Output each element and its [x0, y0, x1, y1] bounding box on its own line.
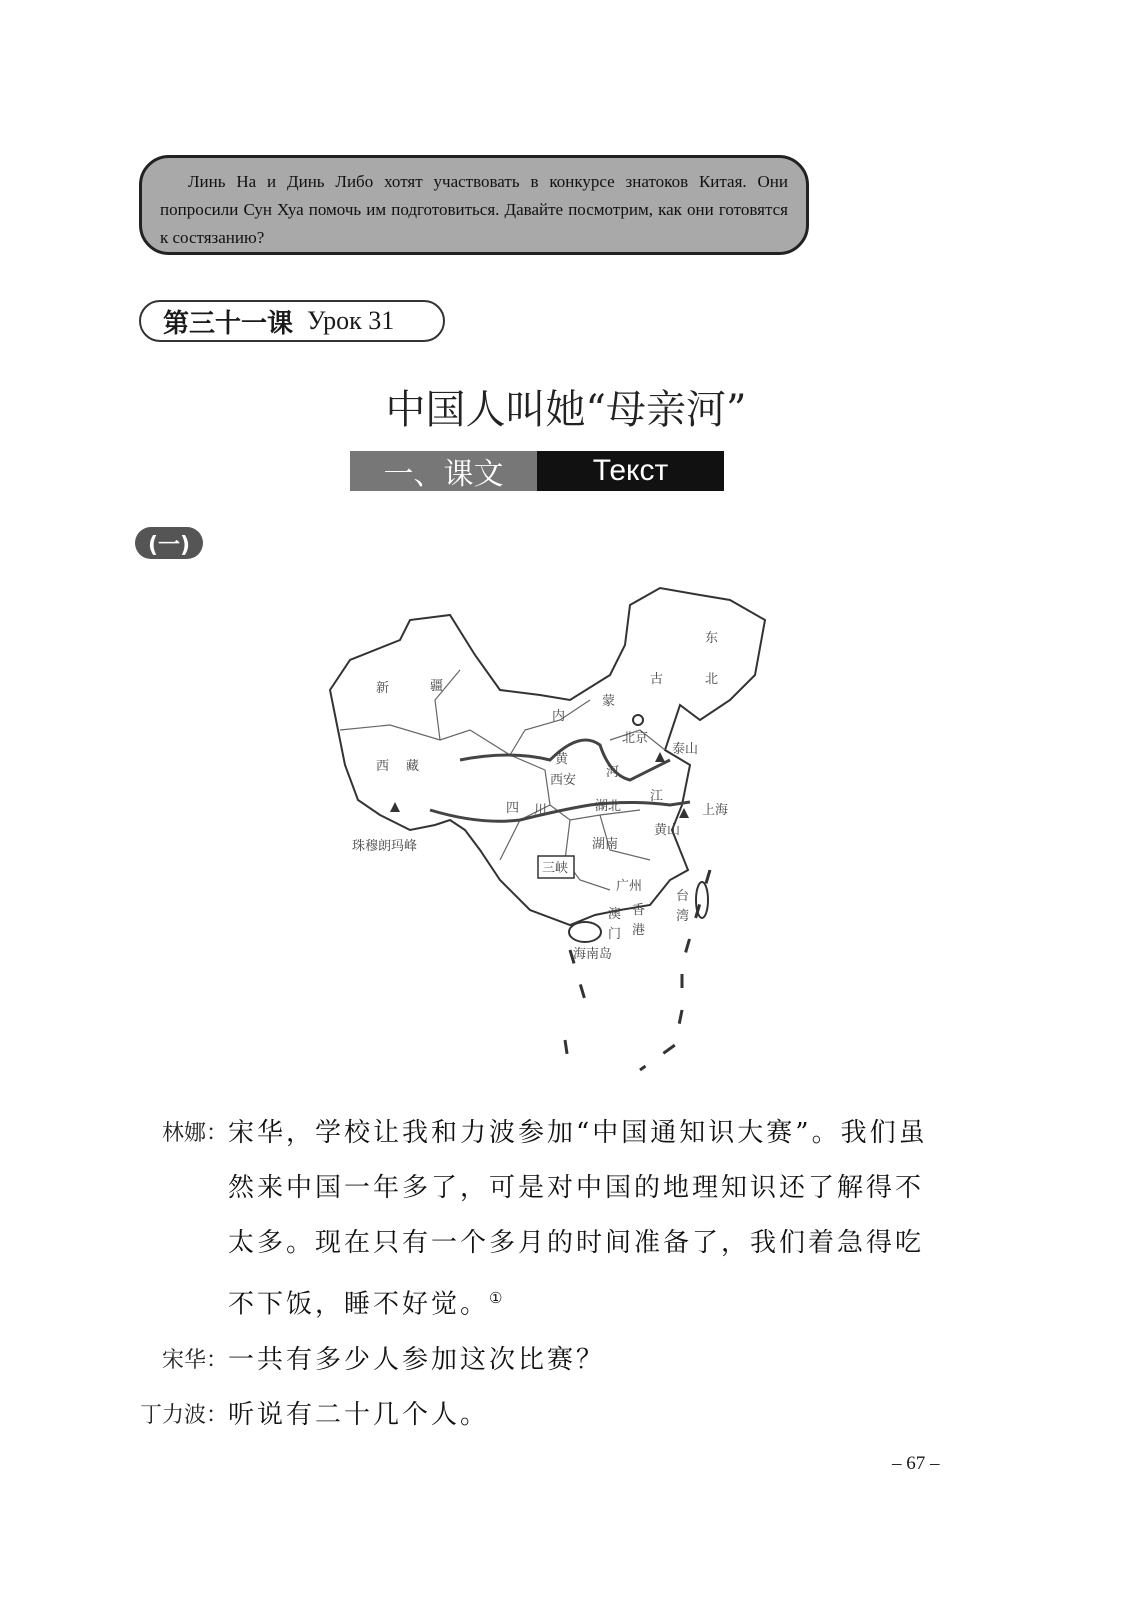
- page-number: – 67 –: [892, 1453, 940, 1474]
- china-map: [310, 580, 790, 1100]
- label-neimeng-3: 古: [650, 672, 664, 687]
- beijing-icon: [633, 715, 643, 725]
- hainan-island: [569, 922, 601, 942]
- label-huangshan: 黄山: [654, 823, 681, 838]
- label-beijing: 北京: [622, 731, 649, 746]
- label-xian: 西安: [550, 773, 577, 788]
- label-dongbei-2: 北: [705, 672, 719, 687]
- everest-icon: [390, 802, 400, 812]
- label-taiwan-1: 台: [676, 889, 690, 904]
- dialogue-line: [140, 1333, 960, 1388]
- label-dongbei-1: 东: [705, 631, 719, 646]
- label-jiang: 江: [650, 789, 664, 804]
- label-taishan: 泰山: [672, 742, 699, 757]
- label-sanxia: 三峡: [542, 861, 569, 876]
- label-sichuan-2: 川: [534, 803, 548, 818]
- speaker-name: 丁力波：: [140, 1402, 229, 1428]
- page-title: 中国人叫她“母亲河”: [385, 387, 747, 433]
- speaker-name: 林娜：: [161, 1121, 228, 1146]
- speech-text: 一共有多少人参加这次比赛？: [228, 1344, 606, 1375]
- label-xizang-2: 藏: [406, 759, 420, 774]
- label-xianggang-2: 港: [632, 923, 646, 938]
- dialogue: [140, 1106, 960, 1443]
- label-guangzhou: 广州: [616, 879, 643, 894]
- taishan-icon: [655, 752, 665, 762]
- label-xizang-1: 西: [376, 759, 390, 774]
- label-huanghe-1: 黄: [555, 752, 569, 767]
- lesson-tag: [139, 300, 445, 342]
- speaker-name: 宋华：: [161, 1347, 228, 1373]
- footnote-mark: ①: [489, 1289, 503, 1307]
- label-hubei: 湖北: [595, 799, 622, 814]
- intro-box: [139, 155, 809, 255]
- dialogue-line: [140, 1388, 960, 1443]
- part-number: (一): [135, 527, 203, 559]
- label-neimeng-1: 内: [552, 709, 566, 724]
- section-header: [350, 451, 724, 491]
- label-sichuan-1: 四: [506, 801, 520, 816]
- lesson-number-cn: 第三十一课: [163, 308, 294, 339]
- label-huanghe-2: 河: [606, 765, 620, 780]
- label-xinjiang-2: 疆: [430, 679, 444, 694]
- section-title-cn: 一、课文: [350, 451, 537, 491]
- speech-text: 宋华，学校让我和力波参加“中国通知识大赛”。我们虽然来中国一年多了，可是对中国的地理知识还了解得不太多。现在只有一个多月的时间准备了，我们着急得吃不下饭，睡不好觉。①: [228, 1118, 928, 1320]
- dialogue-line: [140, 1106, 960, 1333]
- lesson-number-ru: Урок 31: [307, 306, 395, 335]
- yangtze-river: [430, 802, 690, 821]
- label-hunan: 湖南: [592, 837, 619, 852]
- label-xinjiang-1: 新: [376, 681, 390, 696]
- label-aomen-1: 澳: [608, 907, 622, 922]
- label-xianggang-1: 香: [632, 903, 646, 918]
- speech-text: 听说有二十几个人。: [228, 1399, 490, 1430]
- label-shanghai: 上海: [702, 803, 729, 818]
- section-title-ru: Текст: [537, 451, 724, 491]
- label-hainan: 海南岛: [573, 947, 613, 962]
- label-taiwan-2: 湾: [676, 909, 690, 924]
- label-aomen-2: 门: [608, 927, 622, 942]
- label-everest: 珠穆朗玛峰: [352, 839, 418, 854]
- province-borders: [340, 670, 665, 890]
- intro-text: Линь На и Динь Либо хотят участвовать в конкурсе знатоков Китая. Они попросили Сун Хуа помочь им подготовиться. Давайте посмотрим, как они готовятся к состязанию?: [160, 172, 788, 247]
- label-neimeng-2: 蒙: [602, 694, 616, 709]
